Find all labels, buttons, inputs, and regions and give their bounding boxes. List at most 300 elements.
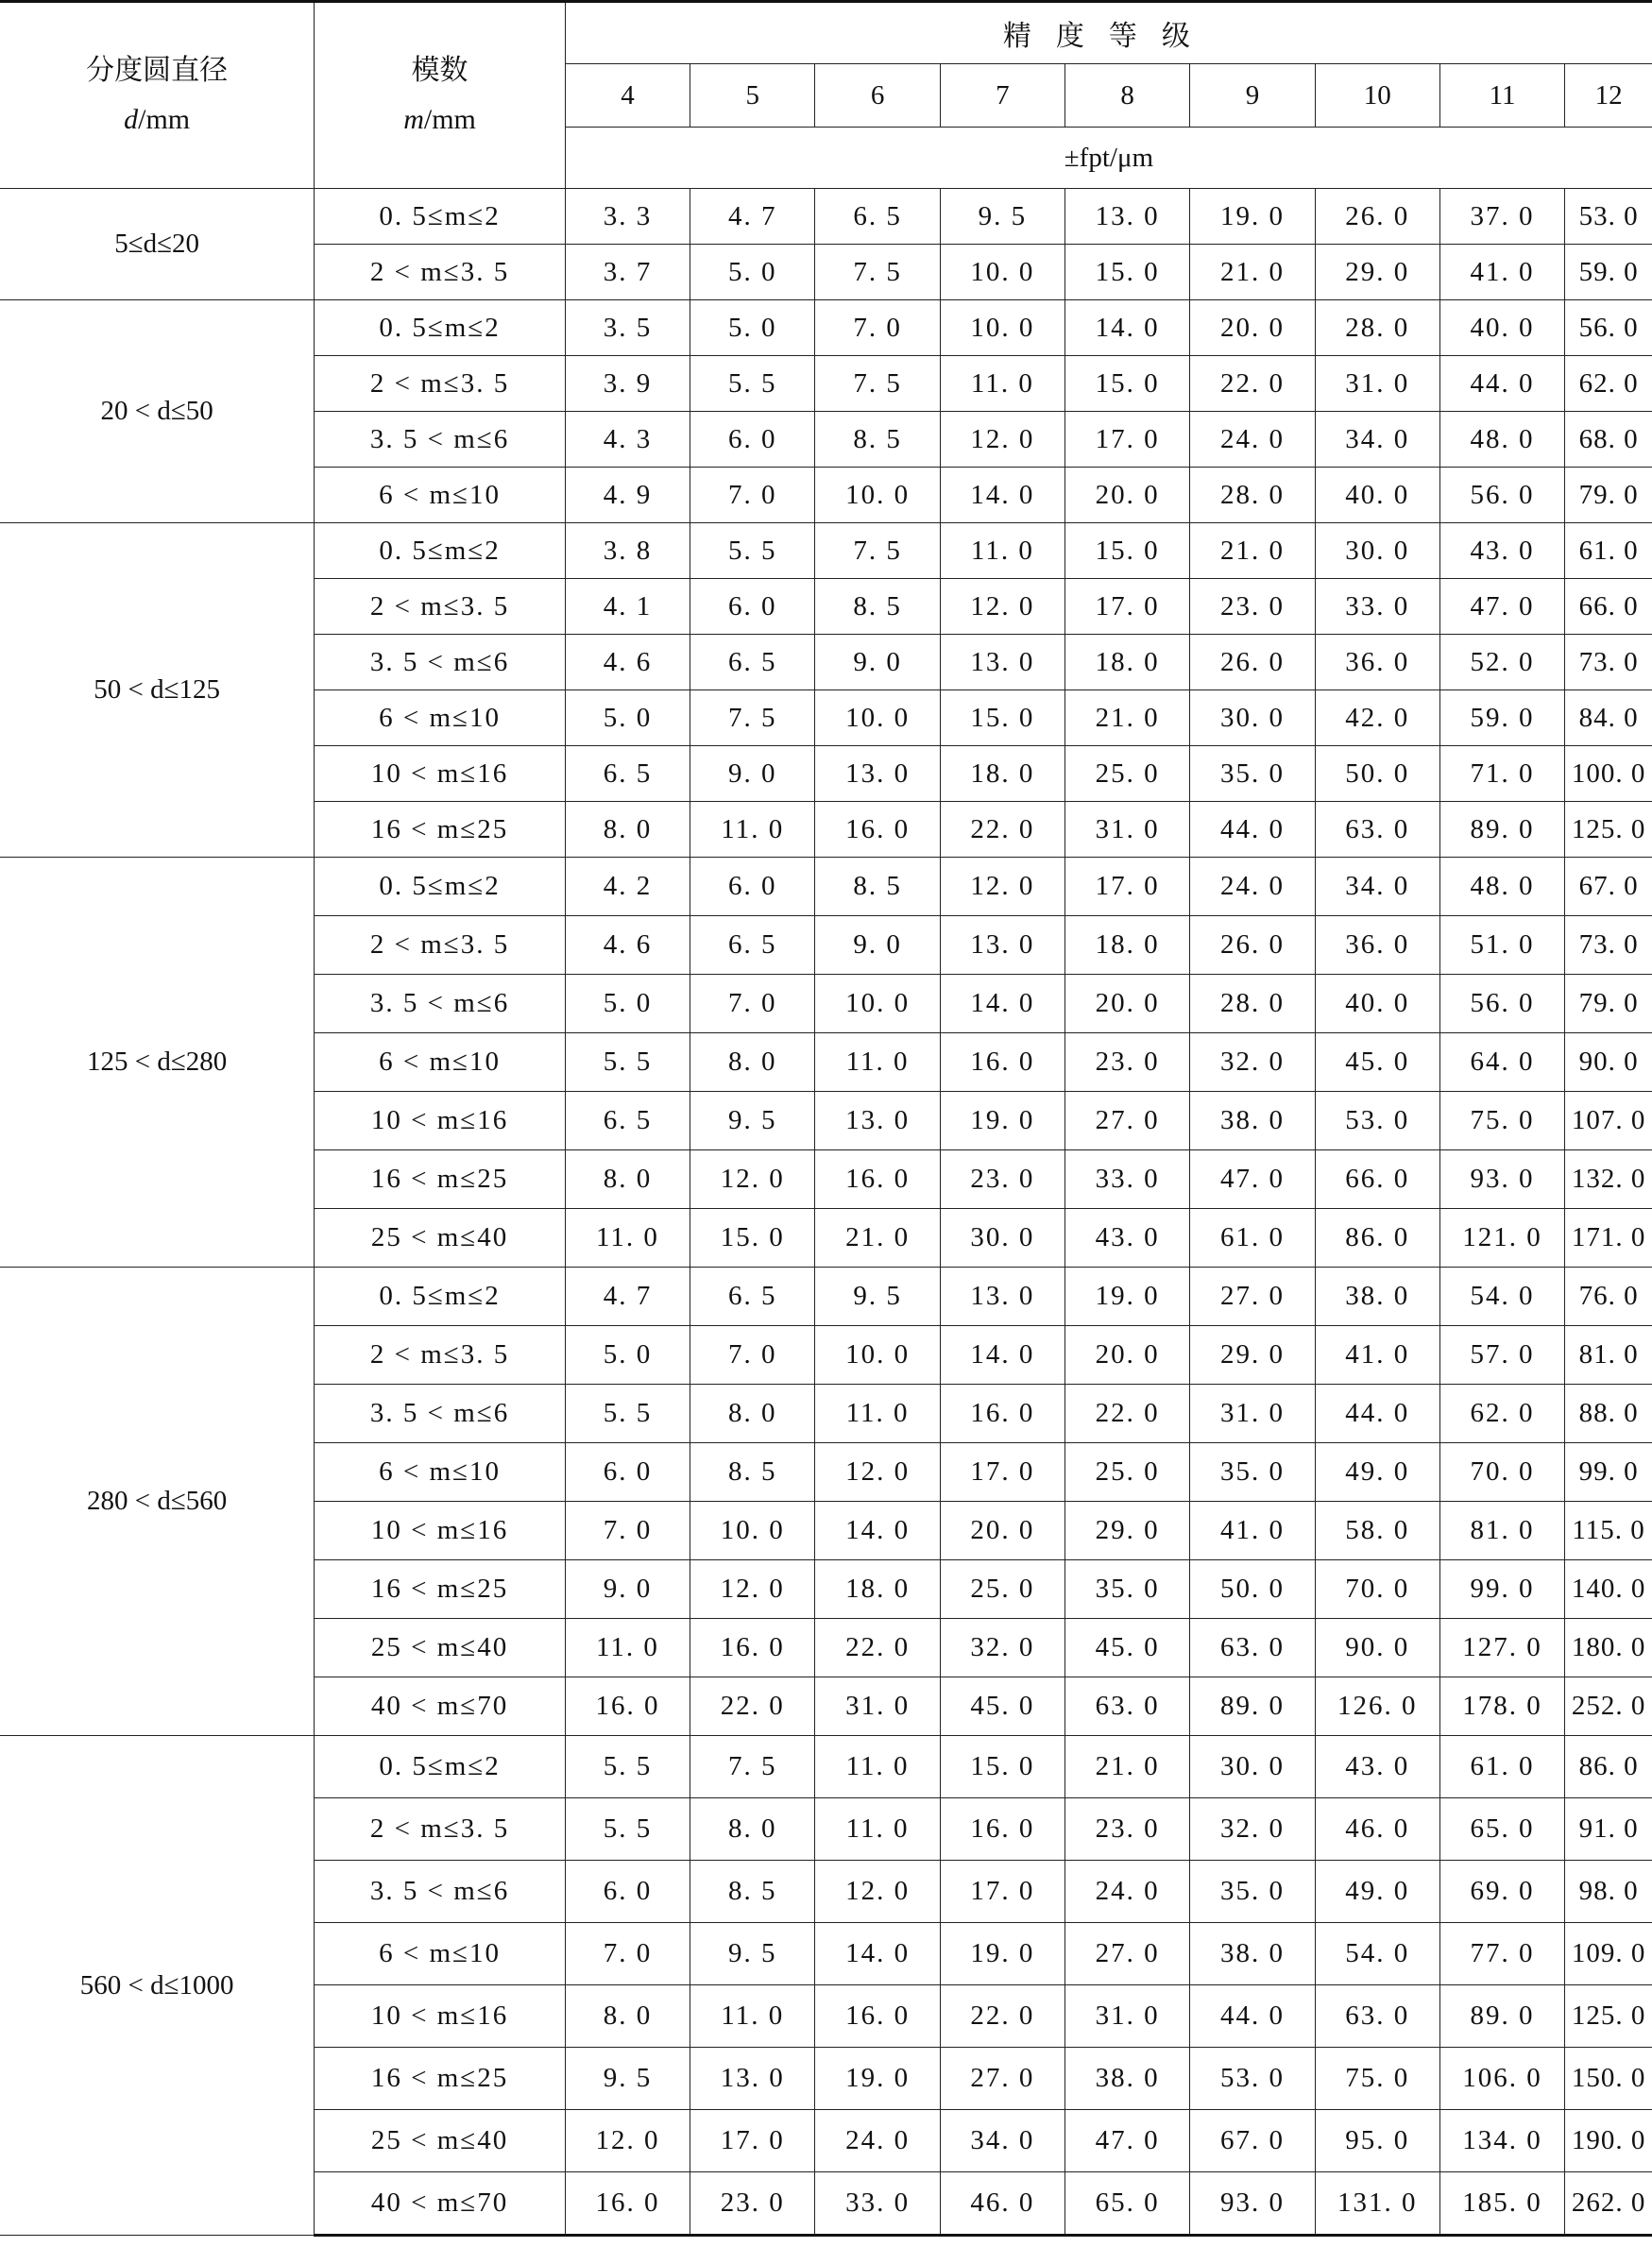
tolerance-value-cell: 31. 0 [1065, 1985, 1190, 2048]
tolerance-value-cell: 32. 0 [940, 1619, 1064, 1677]
tolerance-value-cell: 4. 1 [565, 579, 690, 635]
diameter-range-cell: 560 < d≤1000 [0, 1736, 315, 2236]
tolerance-value-cell: 262. 0 [1565, 2172, 1652, 2236]
module-range-cell: 3. 5 < m≤6 [315, 1385, 566, 1443]
tolerance-value-cell: 31. 0 [815, 1677, 940, 1736]
tolerance-value-cell: 35. 0 [1190, 1861, 1315, 1923]
tolerance-value-cell: 7. 5 [815, 245, 940, 300]
tolerance-value-cell: 26. 0 [1315, 189, 1439, 245]
tolerance-value-cell: 252. 0 [1565, 1677, 1652, 1736]
tolerance-value-cell: 15. 0 [1065, 356, 1190, 412]
module-range-cell: 0. 5≤m≤2 [315, 1736, 566, 1798]
table-body [0, 189, 1652, 2236]
header-grade-12: 12 [1565, 64, 1652, 128]
tolerance-value-cell: 8. 5 [815, 579, 940, 635]
tolerance-value-cell: 16. 0 [940, 1033, 1064, 1092]
tolerance-value-cell: 36. 0 [1315, 635, 1439, 690]
tolerance-value-cell: 3. 9 [565, 356, 690, 412]
module-range-cell: 16 < m≤25 [315, 802, 566, 858]
module-range-cell: 0. 5≤m≤2 [315, 1268, 566, 1326]
module-range-cell: 40 < m≤70 [315, 2172, 566, 2236]
tolerance-value-cell: 16. 0 [940, 1385, 1064, 1443]
tolerance-value-cell: 38. 0 [1190, 1923, 1315, 1985]
tolerance-value-cell: 75. 0 [1439, 1092, 1564, 1150]
tolerance-value-cell: 13. 0 [690, 2048, 815, 2110]
tolerance-value-cell: 81. 0 [1439, 1502, 1564, 1560]
tolerance-value-cell: 11. 0 [940, 523, 1064, 579]
tolerance-value-cell: 27. 0 [1190, 1268, 1315, 1326]
tolerance-value-cell: 73. 0 [1565, 635, 1652, 690]
header-grade-9: 9 [1190, 64, 1315, 128]
tolerance-value-cell: 13. 0 [815, 746, 940, 802]
tolerance-value-cell: 49. 0 [1315, 1861, 1439, 1923]
tolerance-value-cell: 107. 0 [1565, 1092, 1652, 1150]
tolerance-value-cell: 15. 0 [940, 1736, 1064, 1798]
module-range-cell: 2 < m≤3. 5 [315, 916, 566, 975]
tolerance-value-cell: 140. 0 [1565, 1560, 1652, 1619]
module-range-cell: 3. 5 < m≤6 [315, 1861, 566, 1923]
tolerance-value-cell: 34. 0 [1315, 412, 1439, 468]
diameter-range-cell: 280 < d≤560 [0, 1268, 315, 1736]
module-range-cell: 10 < m≤16 [315, 1985, 566, 2048]
tolerance-value-cell: 20. 0 [1065, 975, 1190, 1033]
tolerance-value-cell: 14. 0 [940, 468, 1064, 523]
tolerance-value-cell: 59. 0 [1439, 690, 1564, 746]
tolerance-value-cell: 29. 0 [1315, 245, 1439, 300]
tolerance-value-cell: 21. 0 [1065, 690, 1190, 746]
tolerance-value-cell: 15. 0 [940, 690, 1064, 746]
tolerance-value-cell: 9. 5 [815, 1268, 940, 1326]
module-range-cell: 6 < m≤10 [315, 468, 566, 523]
tolerance-value-cell: 58. 0 [1315, 1502, 1439, 1560]
tolerance-value-cell: 47. 0 [1065, 2110, 1190, 2172]
tolerance-value-cell: 15. 0 [690, 1209, 815, 1268]
tolerance-value-cell: 17. 0 [1065, 579, 1190, 635]
table-header [0, 2, 1652, 189]
tolerance-value-cell: 17. 0 [1065, 858, 1190, 916]
tolerance-value-cell: 11. 0 [815, 1798, 940, 1861]
module-range-cell: 3. 5 < m≤6 [315, 975, 566, 1033]
tolerance-value-cell: 43. 0 [1065, 1209, 1190, 1268]
module-range-cell: 10 < m≤16 [315, 746, 566, 802]
tolerance-value-cell: 10. 0 [815, 690, 940, 746]
table-row [0, 523, 1652, 579]
tolerance-value-cell: 66. 0 [1565, 579, 1652, 635]
module-range-cell: 2 < m≤3. 5 [315, 1326, 566, 1385]
module-range-cell: 2 < m≤3. 5 [315, 245, 566, 300]
tolerance-value-cell: 18. 0 [1065, 916, 1190, 975]
tolerance-value-cell: 71. 0 [1439, 746, 1564, 802]
tolerance-value-cell: 4. 6 [565, 635, 690, 690]
tolerance-value-cell: 35. 0 [1190, 746, 1315, 802]
tolerance-value-cell: 8. 0 [690, 1033, 815, 1092]
tolerance-value-cell: 13. 0 [940, 1268, 1064, 1326]
tolerance-value-cell: 21. 0 [815, 1209, 940, 1268]
tolerance-value-cell: 17. 0 [940, 1443, 1064, 1502]
header-diameter-unit: d/mm [124, 104, 191, 135]
tolerance-value-cell: 61. 0 [1190, 1209, 1315, 1268]
tolerance-value-cell: 70. 0 [1315, 1560, 1439, 1619]
tolerance-value-cell: 7. 5 [815, 356, 940, 412]
tolerance-value-cell: 63. 0 [1315, 1985, 1439, 2048]
tolerance-value-cell: 93. 0 [1439, 1150, 1564, 1209]
tolerance-value-cell: 44. 0 [1315, 1385, 1439, 1443]
tolerance-value-cell: 90. 0 [1315, 1619, 1439, 1677]
tolerance-value-cell: 132. 0 [1565, 1150, 1652, 1209]
module-range-cell: 6 < m≤10 [315, 690, 566, 746]
tolerance-value-cell: 5. 0 [565, 975, 690, 1033]
tolerance-value-cell: 20. 0 [1065, 1326, 1190, 1385]
tolerance-value-cell: 77. 0 [1439, 1923, 1564, 1985]
tolerance-value-cell: 10. 0 [815, 1326, 940, 1385]
tolerance-value-cell: 6. 5 [690, 635, 815, 690]
module-range-cell: 2 < m≤3. 5 [315, 356, 566, 412]
tolerance-value-cell: 50. 0 [1315, 746, 1439, 802]
tolerance-value-cell: 12. 0 [690, 1560, 815, 1619]
tolerance-value-cell: 7. 5 [815, 523, 940, 579]
tolerance-value-cell: 23. 0 [1190, 579, 1315, 635]
tolerance-value-cell: 15. 0 [1065, 523, 1190, 579]
tolerance-value-cell: 109. 0 [1565, 1923, 1652, 1985]
tolerance-value-cell: 51. 0 [1439, 916, 1564, 975]
tolerance-value-cell: 190. 0 [1565, 2110, 1652, 2172]
tolerance-value-cell: 134. 0 [1439, 2110, 1564, 2172]
tolerance-value-cell: 41. 0 [1315, 1326, 1439, 1385]
header-diameter [0, 2, 315, 189]
tolerance-value-cell: 62. 0 [1565, 356, 1652, 412]
header-module [315, 2, 566, 189]
tolerance-value-cell: 26. 0 [1190, 635, 1315, 690]
tolerance-value-cell: 8. 0 [565, 1150, 690, 1209]
tolerance-value-cell: 61. 0 [1439, 1736, 1564, 1798]
tolerance-value-cell: 44. 0 [1190, 1985, 1315, 2048]
tolerance-value-cell: 5. 5 [565, 1385, 690, 1443]
tolerance-value-cell: 16. 0 [565, 2172, 690, 2236]
tolerance-value-cell: 6. 0 [565, 1443, 690, 1502]
tolerance-value-cell: 9. 5 [690, 1923, 815, 1985]
tolerance-value-cell: 41. 0 [1439, 245, 1564, 300]
tolerance-value-cell: 11. 0 [940, 356, 1064, 412]
tolerance-value-cell: 22. 0 [1065, 1385, 1190, 1443]
tolerance-value-cell: 76. 0 [1565, 1268, 1652, 1326]
tolerance-value-cell: 11. 0 [815, 1385, 940, 1443]
tolerance-value-cell: 44. 0 [1439, 356, 1564, 412]
tolerance-value-cell: 5. 5 [565, 1798, 690, 1861]
tolerance-value-cell: 6. 5 [815, 189, 940, 245]
tolerance-value-cell: 81. 0 [1565, 1326, 1652, 1385]
tolerance-value-cell: 33. 0 [1065, 1150, 1190, 1209]
tolerance-value-cell: 185. 0 [1439, 2172, 1564, 2236]
table-row [0, 300, 1652, 356]
tolerance-value-cell: 14. 0 [940, 975, 1064, 1033]
header-grade-11: 11 [1439, 64, 1564, 128]
tolerance-value-cell: 52. 0 [1439, 635, 1564, 690]
tolerance-value-cell: 13. 0 [815, 1092, 940, 1150]
module-range-cell: 6 < m≤10 [315, 1443, 566, 1502]
tolerance-value-cell: 6. 0 [690, 412, 815, 468]
tolerance-value-cell: 38. 0 [1065, 2048, 1190, 2110]
tolerance-value-cell: 70. 0 [1439, 1443, 1564, 1502]
tolerance-value-cell: 131. 0 [1315, 2172, 1439, 2236]
tolerance-value-cell: 9. 0 [815, 916, 940, 975]
tolerance-value-cell: 5. 0 [690, 245, 815, 300]
tolerance-value-cell: 30. 0 [940, 1209, 1064, 1268]
tolerance-value-cell: 57. 0 [1439, 1326, 1564, 1385]
tolerance-value-cell: 7. 0 [815, 300, 940, 356]
tolerance-value-cell: 17. 0 [940, 1861, 1064, 1923]
tolerance-value-cell: 8. 0 [690, 1385, 815, 1443]
tolerance-value-cell: 65. 0 [1439, 1798, 1564, 1861]
tolerance-value-cell: 56. 0 [1439, 975, 1564, 1033]
module-range-cell: 0. 5≤m≤2 [315, 858, 566, 916]
tolerance-value-cell: 4. 7 [565, 1268, 690, 1326]
tolerance-value-cell: 23. 0 [940, 1150, 1064, 1209]
module-range-cell: 10 < m≤16 [315, 1092, 566, 1150]
tolerance-value-cell: 12. 0 [940, 412, 1064, 468]
tolerance-value-cell: 5. 5 [565, 1736, 690, 1798]
tolerance-value-cell: 38. 0 [1190, 1092, 1315, 1150]
tolerance-value-cell: 24. 0 [815, 2110, 940, 2172]
tolerance-value-cell: 10. 0 [940, 245, 1064, 300]
tolerance-value-cell: 47. 0 [1439, 579, 1564, 635]
header-grade-title: 精度等级 [565, 2, 1652, 64]
tolerance-value-cell: 10. 0 [815, 468, 940, 523]
module-range-cell: 0. 5≤m≤2 [315, 189, 566, 245]
module-range-cell: 3. 5 < m≤6 [315, 635, 566, 690]
tolerance-value-cell: 9. 0 [690, 746, 815, 802]
tolerance-value-cell: 7. 5 [690, 690, 815, 746]
tolerance-value-cell: 19. 0 [1190, 189, 1315, 245]
tolerance-value-cell: 88. 0 [1565, 1385, 1652, 1443]
tolerance-value-cell: 24. 0 [1190, 858, 1315, 916]
tolerance-value-cell: 24. 0 [1190, 412, 1315, 468]
tolerance-value-cell: 46. 0 [940, 2172, 1064, 2236]
tolerance-value-cell: 15. 0 [1065, 245, 1190, 300]
tolerance-value-cell: 28. 0 [1190, 975, 1315, 1033]
tolerance-value-cell: 9. 5 [565, 2048, 690, 2110]
diameter-range-cell: 5≤d≤20 [0, 189, 315, 300]
header-grade-10: 10 [1315, 64, 1439, 128]
module-range-cell: 0. 5≤m≤2 [315, 300, 566, 356]
diameter-range-cell: 20 < d≤50 [0, 300, 315, 523]
tolerance-value-cell: 12. 0 [690, 1150, 815, 1209]
module-range-cell: 16 < m≤25 [315, 1560, 566, 1619]
module-range-cell: 2 < m≤3. 5 [315, 579, 566, 635]
tolerance-value-cell: 7. 0 [565, 1923, 690, 1985]
tolerance-value-cell: 53. 0 [1315, 1092, 1439, 1150]
tolerance-value-cell: 89. 0 [1190, 1677, 1315, 1736]
tolerance-value-cell: 67. 0 [1565, 858, 1652, 916]
module-range-cell: 3. 5 < m≤6 [315, 412, 566, 468]
tolerance-value-cell: 34. 0 [940, 2110, 1064, 2172]
tolerance-value-cell: 28. 0 [1190, 468, 1315, 523]
tolerance-value-cell: 4. 2 [565, 858, 690, 916]
tolerance-value-cell: 29. 0 [1065, 1502, 1190, 1560]
tolerance-value-cell: 3. 7 [565, 245, 690, 300]
tolerance-value-cell: 66. 0 [1315, 1150, 1439, 1209]
module-range-cell: 25 < m≤40 [315, 1619, 566, 1677]
tolerance-value-cell: 180. 0 [1565, 1619, 1652, 1677]
tolerance-value-cell: 16. 0 [815, 1150, 940, 1209]
tolerance-value-cell: 23. 0 [690, 2172, 815, 2236]
header-grade-6: 6 [815, 64, 940, 128]
table-row [0, 1736, 1652, 1798]
header-diameter-label: 分度圆直径 [86, 55, 229, 86]
tolerance-value-cell: 43. 0 [1439, 523, 1564, 579]
tolerance-value-cell: 53. 0 [1190, 2048, 1315, 2110]
tolerance-value-cell: 17. 0 [1065, 412, 1190, 468]
tolerance-value-cell: 30. 0 [1315, 523, 1439, 579]
tolerance-value-cell: 21. 0 [1065, 1736, 1190, 1798]
module-range-cell: 16 < m≤25 [315, 1150, 566, 1209]
tolerance-value-cell: 54. 0 [1439, 1268, 1564, 1326]
tolerance-value-cell: 8. 5 [815, 858, 940, 916]
tolerance-value-cell: 48. 0 [1439, 858, 1564, 916]
tolerance-value-cell: 9. 0 [815, 635, 940, 690]
tolerance-value-cell: 13. 0 [940, 635, 1064, 690]
tolerance-value-cell: 6. 0 [690, 579, 815, 635]
tolerance-value-cell: 19. 0 [940, 1092, 1064, 1150]
tolerance-value-cell: 84. 0 [1565, 690, 1652, 746]
tolerance-value-cell: 7. 0 [690, 1326, 815, 1385]
tolerance-value-cell: 47. 0 [1190, 1150, 1315, 1209]
tolerance-value-cell: 8. 0 [690, 1798, 815, 1861]
tolerance-value-cell: 178. 0 [1439, 1677, 1564, 1736]
tolerance-value-cell: 5. 0 [690, 300, 815, 356]
tolerance-value-cell: 43. 0 [1315, 1736, 1439, 1798]
tolerance-value-cell: 8. 0 [565, 802, 690, 858]
tolerance-value-cell: 11. 0 [690, 1985, 815, 2048]
module-range-cell: 40 < m≤70 [315, 1677, 566, 1736]
tolerance-value-cell: 34. 0 [1315, 858, 1439, 916]
tolerance-value-cell: 12. 0 [565, 2110, 690, 2172]
tolerance-value-cell: 68. 0 [1565, 412, 1652, 468]
tolerance-value-cell: 41. 0 [1190, 1502, 1315, 1560]
header-grade-8: 8 [1065, 64, 1190, 128]
module-range-cell: 25 < m≤40 [315, 1209, 566, 1268]
tolerance-value-cell: 20. 0 [1190, 300, 1315, 356]
tolerance-value-cell: 25. 0 [940, 1560, 1064, 1619]
header-grade-5: 5 [690, 64, 815, 128]
tolerance-value-cell: 19. 0 [940, 1923, 1064, 1985]
tolerance-value-cell: 6. 5 [565, 746, 690, 802]
tolerance-value-cell: 11. 0 [565, 1619, 690, 1677]
tolerance-value-cell: 31. 0 [1065, 802, 1190, 858]
tolerance-value-cell: 16. 0 [815, 1985, 940, 2048]
tolerance-value-cell: 20. 0 [940, 1502, 1064, 1560]
tolerance-value-cell: 22. 0 [1190, 356, 1315, 412]
tolerance-value-cell: 5. 5 [690, 523, 815, 579]
tolerance-value-cell: 73. 0 [1565, 916, 1652, 975]
tolerance-value-cell: 25. 0 [1065, 746, 1190, 802]
tolerance-value-cell: 13. 0 [1065, 189, 1190, 245]
tolerance-value-cell: 121. 0 [1439, 1209, 1564, 1268]
tolerance-value-cell: 17. 0 [690, 2110, 815, 2172]
tolerance-value-cell: 61. 0 [1565, 523, 1652, 579]
tolerance-value-cell: 27. 0 [1065, 1923, 1190, 1985]
tolerance-value-cell: 6. 5 [565, 1092, 690, 1150]
tolerance-value-cell: 100. 0 [1565, 746, 1652, 802]
tolerance-value-cell: 25. 0 [1065, 1443, 1190, 1502]
tolerance-value-cell: 63. 0 [1190, 1619, 1315, 1677]
tolerance-value-cell: 31. 0 [1315, 356, 1439, 412]
tolerance-value-cell: 11. 0 [690, 802, 815, 858]
module-range-cell: 0. 5≤m≤2 [315, 523, 566, 579]
tolerance-value-cell: 65. 0 [1065, 2172, 1190, 2236]
tolerance-value-cell: 4. 6 [565, 916, 690, 975]
tolerance-value-cell: 12. 0 [940, 858, 1064, 916]
tolerance-value-cell: 3. 5 [565, 300, 690, 356]
tolerance-value-cell: 91. 0 [1565, 1798, 1652, 1861]
tolerance-value-cell: 54. 0 [1315, 1923, 1439, 1985]
tolerance-value-cell: 6. 5 [690, 916, 815, 975]
tolerance-value-cell: 5. 5 [565, 1033, 690, 1092]
tolerance-value-cell: 33. 0 [815, 2172, 940, 2236]
tolerance-value-cell: 18. 0 [1065, 635, 1190, 690]
tolerance-value-cell: 11. 0 [565, 1209, 690, 1268]
tolerance-value-cell: 28. 0 [1315, 300, 1439, 356]
header-grade-4: 4 [565, 64, 690, 128]
tolerance-value-cell: 53. 0 [1565, 189, 1652, 245]
tolerance-value-cell: 11. 0 [815, 1033, 940, 1092]
tolerance-value-cell: 50. 0 [1190, 1560, 1315, 1619]
tolerance-value-cell: 67. 0 [1190, 2110, 1315, 2172]
tolerance-value-cell: 22. 0 [815, 1619, 940, 1677]
tolerance-value-cell: 40. 0 [1315, 975, 1439, 1033]
tolerance-value-cell: 125. 0 [1565, 802, 1652, 858]
tolerance-value-cell: 37. 0 [1439, 189, 1564, 245]
tolerance-value-cell: 16. 0 [690, 1619, 815, 1677]
tolerance-value-cell: 8. 5 [690, 1443, 815, 1502]
tolerance-value-cell: 19. 0 [815, 2048, 940, 2110]
tolerance-value-cell: 16. 0 [565, 1677, 690, 1736]
tolerance-value-cell: 125. 0 [1565, 1985, 1652, 2048]
module-range-cell: 25 < m≤40 [315, 2110, 566, 2172]
tolerance-value-cell: 69. 0 [1439, 1861, 1564, 1923]
tolerance-value-cell: 14. 0 [940, 1326, 1064, 1385]
tolerance-value-cell: 46. 0 [1315, 1798, 1439, 1861]
tolerance-value-cell: 99. 0 [1439, 1560, 1564, 1619]
tolerance-value-cell: 18. 0 [815, 1560, 940, 1619]
tolerance-value-cell: 7. 0 [690, 975, 815, 1033]
tolerance-value-cell: 64. 0 [1439, 1033, 1564, 1092]
tolerance-value-cell: 127. 0 [1439, 1619, 1564, 1677]
tolerance-value-cell: 48. 0 [1439, 412, 1564, 468]
tolerance-value-cell: 4. 3 [565, 412, 690, 468]
table-row [0, 189, 1652, 245]
tolerance-value-cell: 95. 0 [1315, 2110, 1439, 2172]
tolerance-value-cell: 5. 0 [565, 1326, 690, 1385]
tolerance-value-cell: 99. 0 [1565, 1443, 1652, 1502]
tolerance-value-cell: 8. 5 [690, 1861, 815, 1923]
tolerance-value-cell: 98. 0 [1565, 1861, 1652, 1923]
tolerance-value-cell: 13. 0 [940, 916, 1064, 975]
tolerance-value-cell: 40. 0 [1439, 300, 1564, 356]
tolerance-value-cell: 79. 0 [1565, 468, 1652, 523]
tolerance-value-cell: 6. 5 [690, 1268, 815, 1326]
module-range-cell: 6 < m≤10 [315, 1033, 566, 1092]
tolerance-value-cell: 75. 0 [1315, 2048, 1439, 2110]
tolerance-value-cell: 3. 8 [565, 523, 690, 579]
tolerance-value-cell: 10. 0 [815, 975, 940, 1033]
tolerance-value-cell: 38. 0 [1315, 1268, 1439, 1326]
tolerance-value-cell: 106. 0 [1439, 2048, 1564, 2110]
tolerance-value-cell: 24. 0 [1065, 1861, 1190, 1923]
tolerance-value-cell: 11. 0 [815, 1736, 940, 1798]
diameter-range-cell: 125 < d≤280 [0, 858, 315, 1268]
tolerance-value-cell: 45. 0 [1065, 1619, 1190, 1677]
tolerance-value-cell: 89. 0 [1439, 1985, 1564, 2048]
